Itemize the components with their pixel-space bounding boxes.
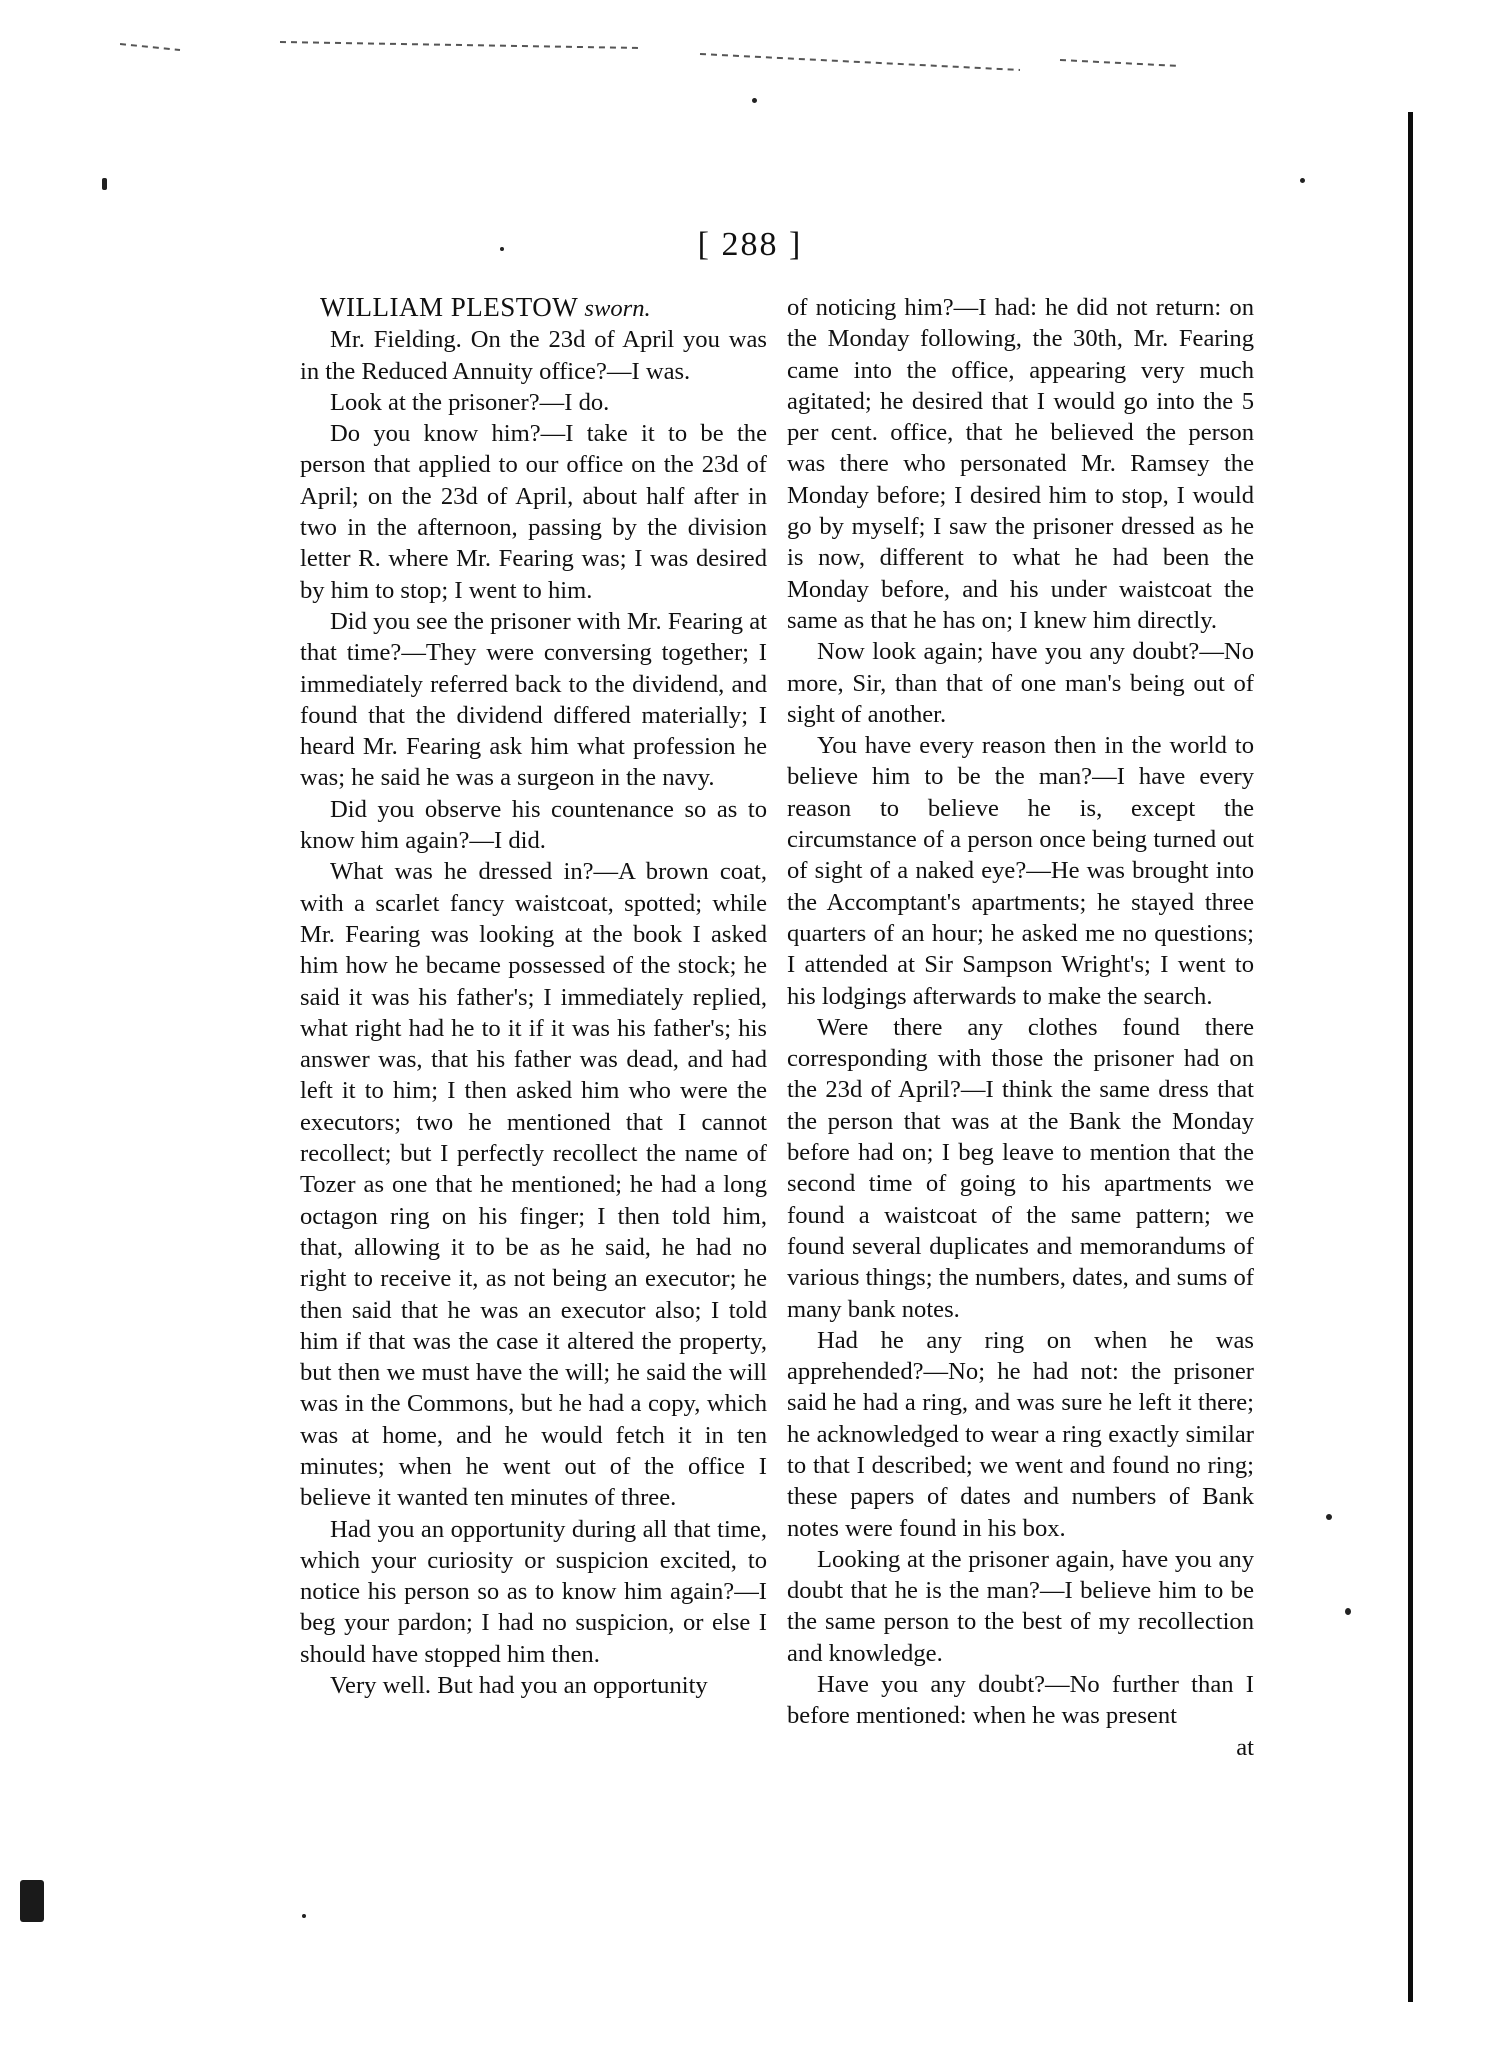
right-paragraph: Have you any doubt?—No further than I before mentioned: when he was present: [787, 1671, 1254, 1730]
left-column: [300, 292, 767, 1701]
right-paragraph: Now look again; have you any doubt?—No more, Sir, than that of one man's being out of sight of another.: [787, 638, 1254, 728]
right-paragraph: Were there any clothes found there corresponding with those the prisoner had on the 23d of April?—I think the same dress that the person that was at the Bank the Monday before had on; I beg leave to mention that the second time of going to his apartments we found a waistcoat of the same pattern; we found several duplicates and memorandums of various things; the numbers, dates, and sums of many bank notes.: [787, 1013, 1254, 1323]
right-column: [787, 292, 1254, 1763]
witness-name: WILLIAM PLESTOW: [320, 292, 579, 322]
page-number: [ 288 ]: [697, 226, 803, 263]
left-paragraph: Mr. Fielding. On the 23d of April you was in the Reduced Annuity office?—I was.: [300, 326, 767, 385]
right-paragraph: Had he any ring on when he was apprehended?—No; he had not: the prisoner said he had a ring, and was sure he left it there; he acknowledged to wear a ring exactly similar to that I described; we went and found no ring; these papers of dates and numbers of Bank notes were found in his box.: [787, 1326, 1254, 1542]
speck-mark: [102, 178, 107, 190]
witness-sworn: sworn.: [584, 295, 651, 322]
speck-mark: [1326, 1514, 1332, 1520]
left-paragraph: What was he dressed in?—A brown coat, with a scarlet fancy waistcoat, spotted; while Mr. Fearing was looking at the book I asked him how he became possessed of the stock; he said it was his father's; I immediately replied, what right had he to it if it was his father's; his answer was, that his father was dead, and had left it to him; I then asked him who were the executors; two he mentioned that I cannot recollect; but I perfectly recollect the name of Tozer as one that he mentioned; he had a long octagon ring on his finger; I then told him, that, allowing it to be as he said, he had no right to receive it, as not being an executor; he then said that he was an executor also; I told him if that was the case it altered the property, but then we must have the will; he said the will was in the Commons, but he had a copy, which was at home, and he would fetch it in ten minutes; when he went out of the office I believe it wanted ten minutes of three.: [300, 858, 767, 1512]
right-paragraph: You have every reason then in the world to believe him to be the man?—I have every reason to believe he is, except the circumstance of a person once being turned out of sight of a naked eye?—He was brought into the Accomptant's apartments; he stayed three quarters of an hour; he asked me no questions; I attended at Sir Sampson Wright's; I went to his lodgings afterwards to make the search.: [787, 732, 1254, 1010]
left-paragraph: Very well. But had you an opportunity: [330, 1672, 708, 1700]
page-edge-rule: [1408, 112, 1413, 2002]
right-paragraph: Looking at the prisoner again, have you any doubt that he is the man?—I believe him to be the same person to the best of my recollection and knowledge.: [787, 1545, 1254, 1667]
left-paragraph: Look at the prisoner?—I do.: [330, 388, 610, 416]
witness-heading: [300, 292, 767, 324]
left-paragraph: Did you see the prisoner with Mr. Fearing at that time?—They were conversing together; I immediately referred back to the dividend, and found that the dividend differed materially; I heard Mr. Fearing ask him what profession he was; he said he was a surgeon in the navy.: [300, 607, 767, 792]
speck-mark: [1345, 1608, 1351, 1615]
binding-shadow: [20, 1880, 44, 1922]
top-edge-smudge: [120, 40, 1360, 80]
speck-mark: [752, 98, 757, 103]
left-paragraph: Do you know him?—I take it to be the person that applied to our office on the 23d of April; on the 23d of April, about half after in two in the afternoon, passing by the division letter R. where Mr. Fearing was; I was desired by him to stop; I went to him.: [300, 420, 767, 604]
left-paragraph: Had you an opportunity during all that time, which your curiosity or suspicion excited, to notice his person so as to know him again?—I beg your pardon; I had no suspicion, or else I should have stopped him then.: [300, 1515, 767, 1668]
left-paragraph: Did you observe his countenance so as to know him again?—I did.: [300, 795, 767, 855]
right-paragraph: of noticing him?—I had: he did not return: on the Monday following, the 30th, Mr. Fearing came into the office, appearing very much agitated; he desired that I would go into the 5 per cent. office, that he believed the person was there who personated Mr. Ramsey the Monday before; I desired him to stop, I would go by myself; I saw the prisoner dressed as he is now, different to what he had been the Monday before, and his under waistcoat the same as that he has on; I knew him directly.: [787, 294, 1254, 634]
speck-mark: [302, 1914, 306, 1918]
catchword: at: [1236, 1733, 1254, 1761]
speck-mark: [1300, 178, 1305, 183]
